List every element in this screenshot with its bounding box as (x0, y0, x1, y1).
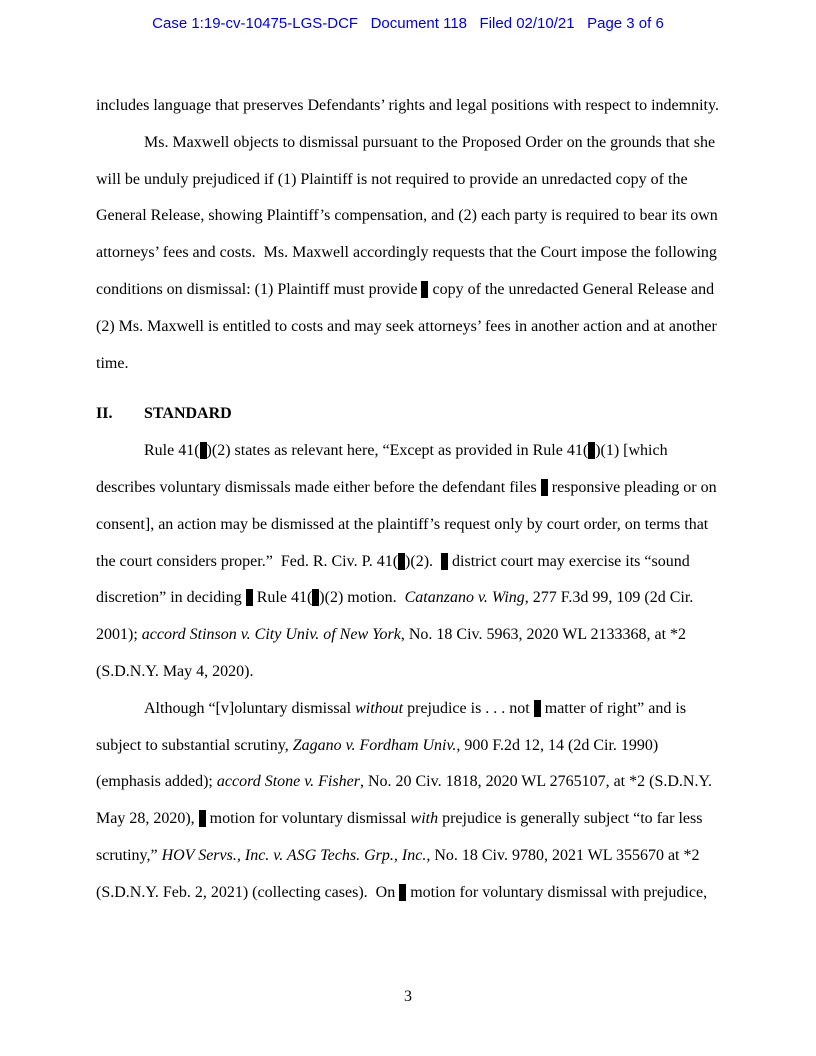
text-run: , 277 F.3d 99, 109 (2d Cir. 2001); (96, 589, 698, 644)
text-run: , No. 20 Civ. 1818, 2020 WL 2765107, at *2 (S.D.N.Y. May 28, 2020), (96, 773, 716, 828)
text-run: motion for voluntary dismissal with prejudice, (406, 883, 708, 901)
redaction-box (441, 553, 448, 570)
text-run: , No. 18 Civ. 5963, 2020 WL 2133368, at *2 (S.D.N.Y. May 4, 2020). (96, 626, 691, 680)
text-run: prejudice is . . . not (403, 699, 534, 717)
text-run: copy of the unredacted General Release and (2) Ms. Maxwell is entitled to costs and may seek attorneys’ fees in another action and at another time. (96, 280, 721, 372)
text-run: Rule 41( (252, 589, 313, 607)
text-run: Ms. Maxwell objects to dismissal pursuant to the Proposed Order on the grounds that she will be unduly prejudiced if (1) Plaintiff is not required to provide an unredacted copy of the General Release, showing Plaintiff’s compensation, and (2) each party is required to bear its own attorneys’ fees and costs. Ms. Maxwell accordingly requests that the Court impose the following conditions on dismissal: (1) Plaintiff must provide (96, 133, 722, 298)
italic-citation-run: Zagano v. Fordham Univ. (292, 736, 457, 754)
section-title: STANDARD (144, 405, 232, 423)
section-heading (96, 396, 720, 433)
italic-citation-run: with (410, 810, 439, 828)
italic-citation-run: accord Stone v. Fisher (216, 773, 360, 791)
text-run: Rule 41( (144, 442, 200, 460)
text-run: matter of right” and is subject to substantial scrutiny, (96, 699, 691, 754)
redaction-box (199, 810, 206, 827)
text-run: Although “[v]oluntary dismissal (144, 699, 356, 717)
italic-citation-run: HOV Servs., Inc. v. ASG Techs. Grp., Inc. (161, 846, 427, 864)
text-run: )(2). (405, 552, 442, 570)
redaction-box (200, 442, 207, 459)
document-body (96, 88, 720, 912)
italic-citation-run: accord Stinson v. City Univ. of New York (141, 626, 401, 644)
text-run: )(1) [which describes voluntary dismissals made either before the defendant files (96, 442, 672, 496)
text-run: motion for voluntary dismissal (205, 810, 411, 828)
text-run: )(2) states as relevant here, “Except as provided in Rule 41( (206, 442, 589, 460)
redaction-box (398, 553, 405, 570)
section-number: II. (96, 405, 113, 423)
paragraph (96, 691, 720, 912)
paragraph (96, 88, 720, 125)
paragraph (96, 433, 720, 691)
redaction-box (534, 700, 541, 717)
text-run: prejudice is generally subject “to far less scrutiny,” (96, 810, 707, 864)
redaction-box (541, 479, 548, 496)
text-run: responsive pleading or on consent], an action may be dismissed at the plaintiff’s request only by court order, on terms that the court considers proper.” Fed. R. Civ. P. 41( (96, 478, 721, 570)
paragraph (96, 125, 720, 383)
italic-citation-run: without (355, 699, 404, 717)
text-run: , No. 18 Civ. 9780, 2021 WL 355670 at *2 (S.D.N.Y. Feb. 2, 2021) (collecting cases). On (96, 846, 704, 901)
page-number: 3 (404, 988, 412, 1005)
italic-citation-run: Catanzano v. Wing (404, 589, 525, 607)
case-header-stamp: Case 1:19-cv-10475-LGS-DCF Document 118 Filed 02/10/21 Page 3 of 6 (152, 15, 664, 32)
text-run: includes language that preserves Defendants’ rights and legal positions with respect to indemnity. (96, 97, 719, 114)
text-run: district court may exercise its “sound discretion” in deciding (96, 552, 694, 607)
redaction-box (246, 589, 253, 606)
text-run: , 900 F.2d 12, 14 (2d Cir. 1990) (emphasis added); (96, 736, 663, 791)
text-run: )(2) motion. (319, 589, 405, 607)
